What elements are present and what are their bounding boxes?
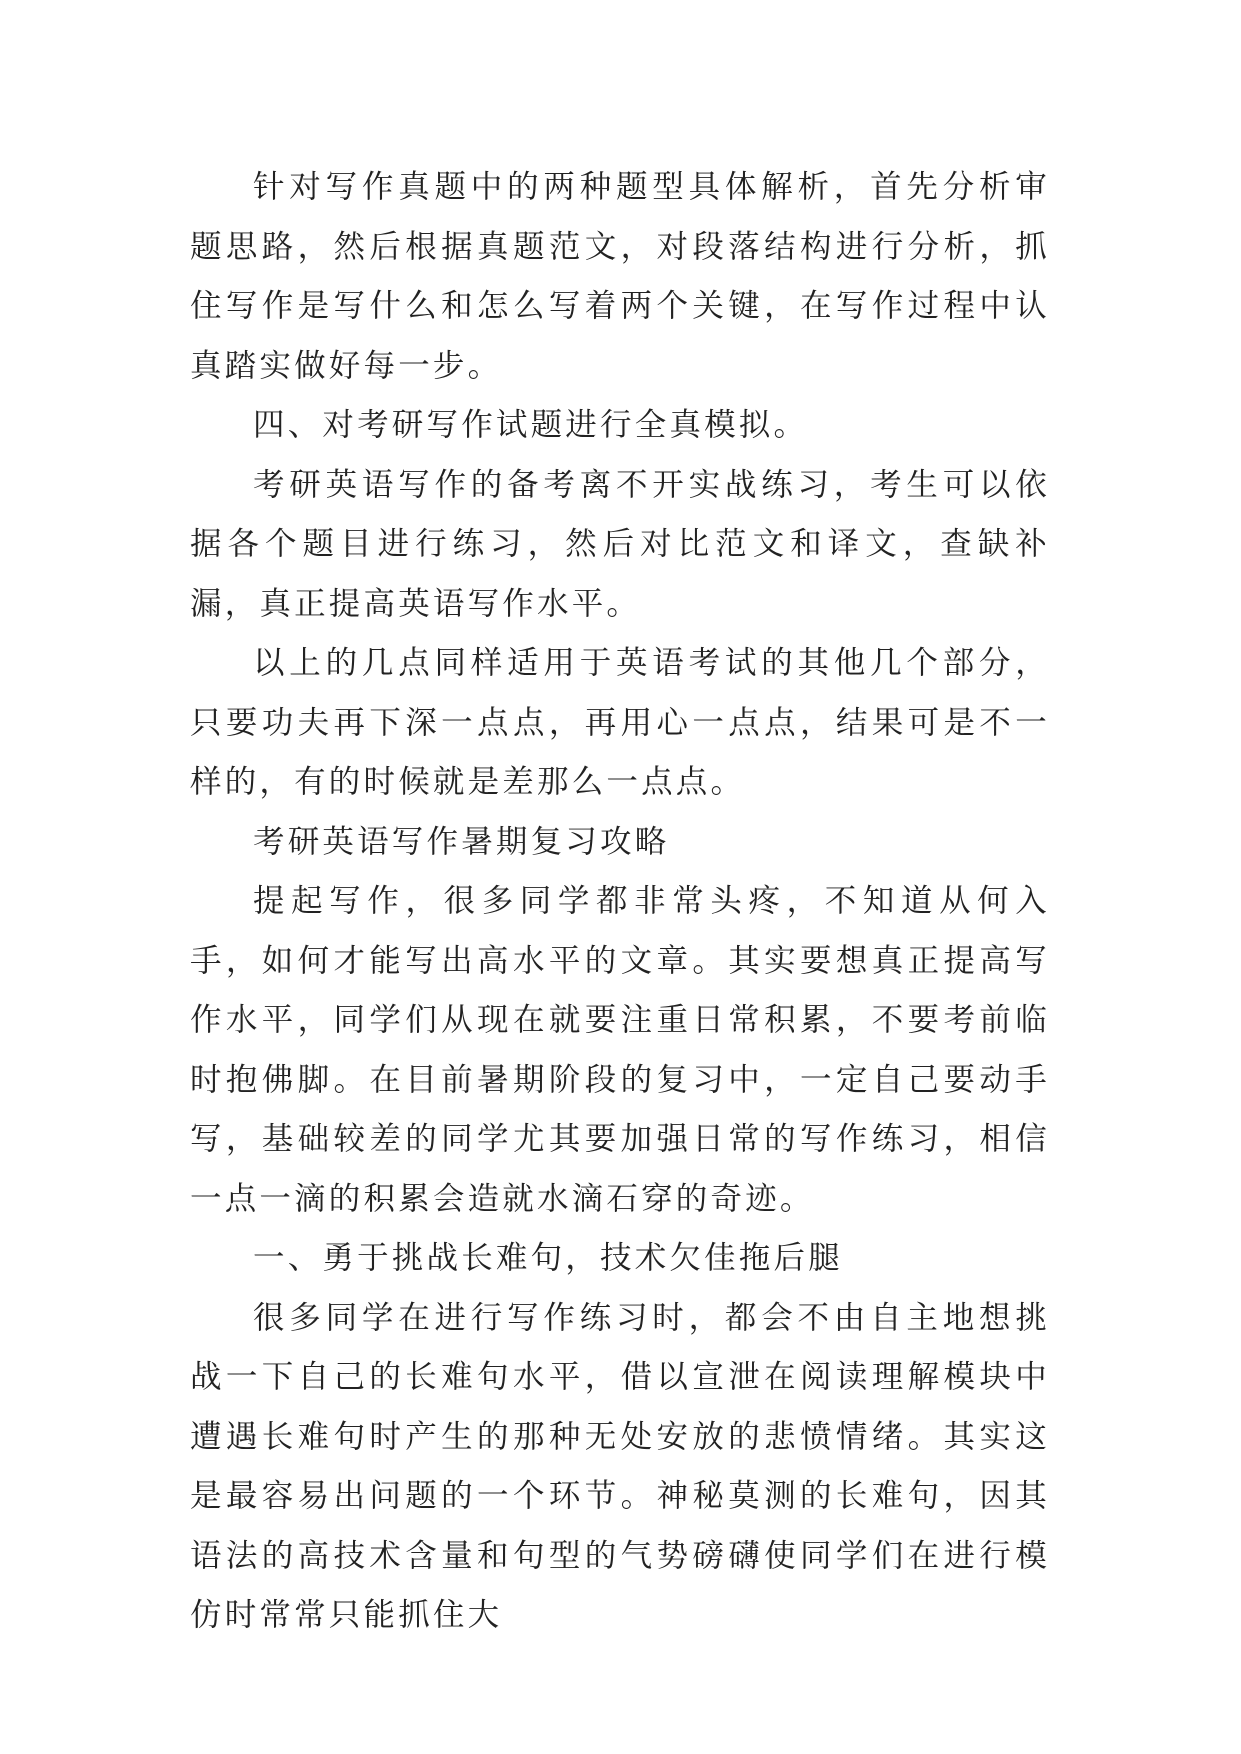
paragraph-extra-effort: 以上的几点同样适用于英语考试的其他几个部分，只要功夫再下深一点点，再用心一点点，结果可是不一样的，有的时候就是差那么一点点。 [190,645,1050,800]
section-title-summer-review: 考研英语写作暑期复习攻略 [253,823,670,860]
paragraph-writing-analysis: 针对写作真题中的两种题型具体解析，首先分析审题思路，然后根据真题范文，对段落结构进行分析，抓住写作是写什么和怎么写着两个关键，在写作过程中认真踏实做好每一步。 [190,169,1050,384]
document-body [190,158,1050,1646]
paragraph-heading-simulation: 四、对考研写作试题进行全真模拟。 [253,407,809,443]
paragraph-long-sentences: 很多同学在进行写作练习时，都会不由自主地想挑战一下自己的长难句水平，借以宣泄在阅读理解模块中遭遇长难句时产生的那种无处安放的悲愤情绪。其实这是最容易出问题的一个环节。神秘莫测的长难句，因其语法的高技术含量和句型的气势磅礴使同学们在进行模仿时常常只能抓住大 [190,1299,1050,1633]
paragraph-daily-accumulation: 提起写作，很多同学都非常头疼，不知道从何入手，如何才能写出高水平的文章。其实要想真正提高写作水平，同学们从现在就要注重日常积累，不要考前临时抱佛脚。在目前暑期阶段的复习中，一定自己要动手写，基础较差的同学尤其要加强日常的写作练习，相信一点一滴的积累会造就水滴石穿的奇迹。 [190,883,1050,1217]
paragraph-heading-long-sentences: 一、勇于挑战长难句，技术欠佳拖后腿 [253,1240,843,1276]
paragraph-practice: 考研英语写作的备考离不开实战练习，考生可以依据各个题目进行练习，然后对比范文和译文，查缺补漏，真正提高英语写作水平。 [190,466,1050,622]
